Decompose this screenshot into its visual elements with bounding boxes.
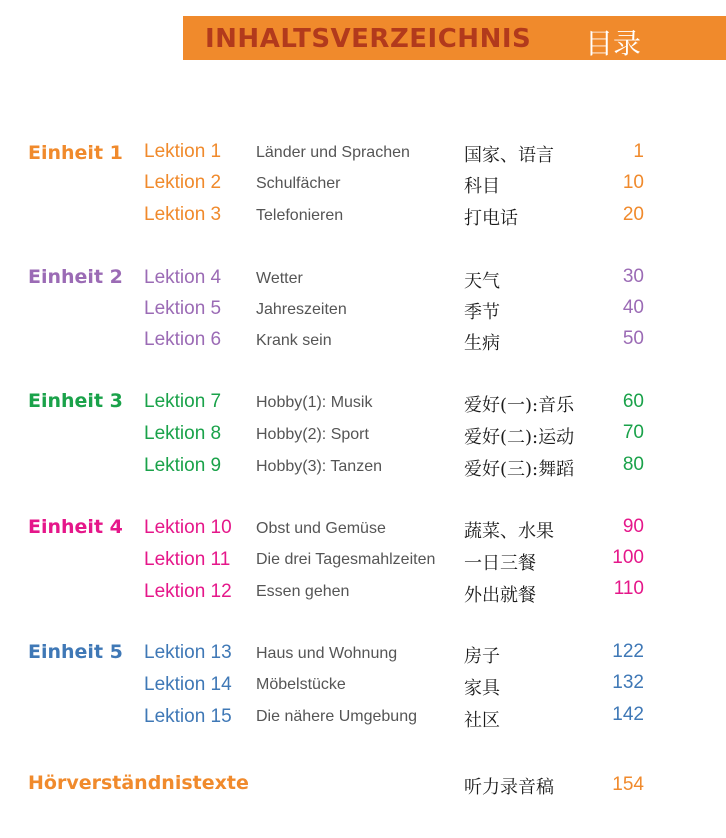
lesson-title-de: Essen gehen [256,583,350,600]
lesson-label[interactable]: Lektion 11 [144,549,231,570]
lesson-title-cn: 一日三餐 [464,553,536,574]
page-number[interactable]: 60 [622,391,644,412]
lesson-title-cn: 外出就餐 [464,585,536,606]
page-number[interactable]: 122 [612,641,644,662]
page-number[interactable]: 80 [622,454,644,475]
lesson-title-de: Krank sein [256,332,332,349]
lesson-title-de: Wetter [256,270,303,287]
page-title-chinese: 目录 [585,27,642,60]
lesson-title-de: Möbelstücke [256,676,346,693]
lesson-title-de: Hobby(3): Tanzen [256,458,382,475]
lesson-label[interactable]: Lektion 9 [144,455,222,476]
lesson-label[interactable]: Lektion 14 [144,674,232,695]
lesson-label[interactable]: Lektion 3 [144,204,222,225]
page-number[interactable]: 50 [622,328,644,349]
lesson-label[interactable]: Lektion 7 [144,391,222,412]
page-number[interactable]: 10 [622,172,644,193]
lesson-title-cn: 打电话 [464,208,518,229]
lesson-label[interactable]: Lektion 15 [144,706,232,727]
page-number[interactable]: 142 [612,704,644,725]
lesson-title-cn: 季节 [464,302,500,323]
lesson-title-de: Haus und Wohnung [256,645,398,662]
lesson-title-de: Telefonieren [256,207,344,224]
lesson-title-de: Hobby(1): Musik [256,394,373,411]
unit-3-heading: Einheit 3 [28,390,123,412]
lesson-title-de: Jahreszeiten [256,301,347,318]
appendix-page-number[interactable]: 154 [612,774,644,795]
unit-2-heading: Einheit 2 [28,266,123,288]
lesson-title-cn: 生病 [464,333,500,354]
lesson-title-cn: 蔬菜、水果 [464,521,554,542]
page-number[interactable]: 110 [613,578,644,599]
page-number[interactable]: 100 [612,547,644,568]
lesson-label[interactable]: Lektion 10 [144,517,232,538]
page-number[interactable]: 90 [622,516,644,537]
lesson-label[interactable]: Lektion 12 [144,581,232,602]
lesson-label[interactable]: Lektion 4 [144,267,222,288]
unit-1-heading: Einheit 1 [28,142,123,164]
page-number[interactable]: 20 [622,204,644,225]
lesson-label[interactable]: Lektion 13 [144,642,232,663]
lesson-label[interactable]: Lektion 2 [144,172,222,193]
page-number[interactable]: 132 [612,672,644,693]
page-number[interactable]: 70 [622,422,644,443]
lesson-title-cn: 爱好(三):舞蹈 [464,459,575,480]
unit-5-heading: Einheit 5 [28,641,123,663]
lesson-title-cn: 房子 [464,646,500,667]
page-number[interactable]: 1 [633,141,644,162]
lesson-label[interactable]: Lektion 1 [144,141,222,162]
lesson-title-cn: 爱好(二):运动 [464,427,575,448]
lesson-title-de: Obst und Gemüse [256,520,386,537]
lesson-label[interactable]: Lektion 8 [144,423,222,444]
lesson-label[interactable]: Lektion 6 [144,329,222,350]
lesson-title-de: Hobby(2): Sport [256,426,369,443]
title-banner [183,16,726,60]
lesson-title-cn: 天气 [464,271,500,292]
lesson-title-cn: 社区 [464,710,500,731]
appendix-heading[interactable]: Hörverständnistexte [28,772,249,794]
lesson-title-de: Schulfächer [256,175,341,192]
lesson-title-cn: 国家、语言 [464,145,554,166]
lesson-title-de: Die nähere Umgebung [256,708,417,725]
page-title: INHALTSVERZEICHNIS [205,24,532,54]
lesson-title-cn: 家具 [464,678,500,699]
unit-4-heading: Einheit 4 [28,516,123,538]
appendix-title-cn: 听力录音稿 [464,777,554,798]
lesson-title-cn: 科目 [464,176,500,197]
page-number[interactable]: 30 [622,266,644,287]
lesson-title-cn: 爱好(一):音乐 [464,395,575,416]
lesson-title-de: Die drei Tagesmahlzeiten [256,551,436,568]
lesson-label[interactable]: Lektion 5 [144,298,222,319]
lesson-title-de: Länder und Sprachen [256,144,410,161]
page-number[interactable]: 40 [622,297,644,318]
